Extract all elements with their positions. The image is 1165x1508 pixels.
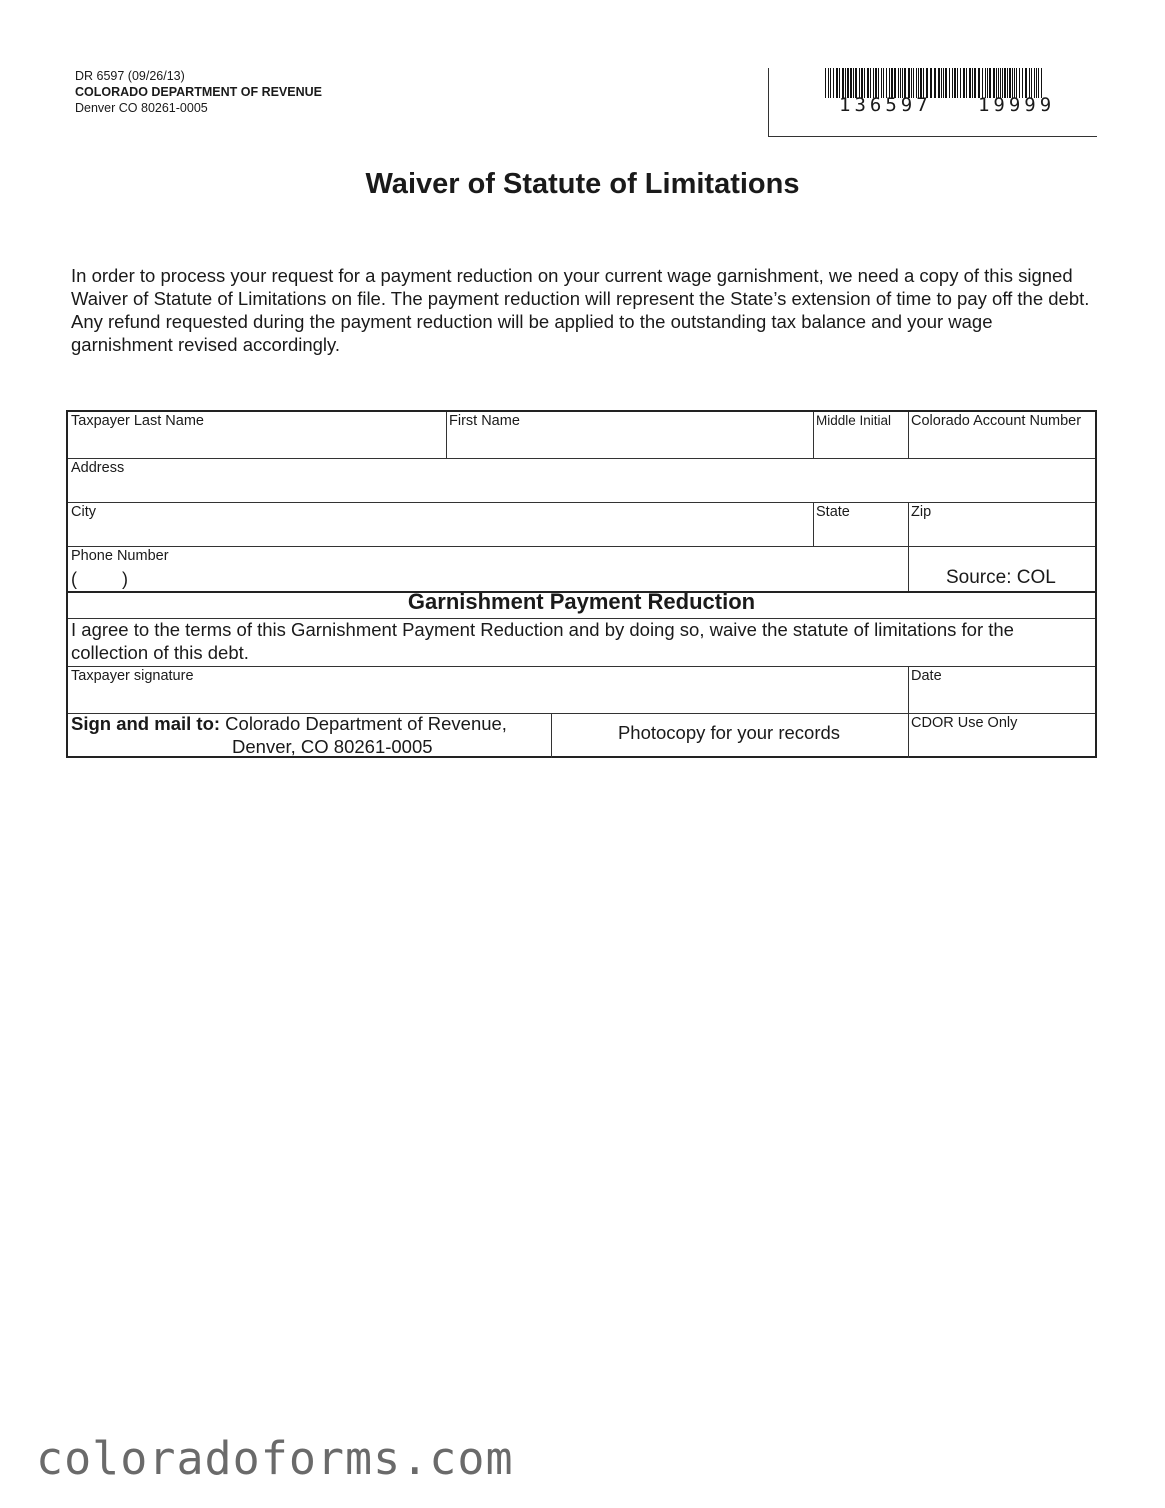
cdor-use-only-field (908, 714, 1095, 758)
taxpayer-form (66, 410, 1097, 758)
middle-initial-field[interactable] (813, 412, 908, 458)
account-number-label: Colorado Account Number (911, 413, 1082, 429)
intro-paragraph-2: Any refund requested during the payment reduction will be applied to the outstanding tax balance and your wage garnishment revised accordingly. (71, 311, 993, 355)
photocopy-note: Photocopy for your records (617, 722, 841, 743)
department-name: COLORADO DEPARTMENT OF REVENUE (75, 85, 322, 99)
page-title: Waiver of Statute of Limitations (365, 168, 800, 200)
mail-label: Sign and mail to: (71, 713, 221, 734)
source-text: Source: COL (946, 567, 1056, 588)
zip-label: Zip (911, 504, 932, 520)
watermark-text: coloradoforms.com (36, 1432, 514, 1485)
address-label: Address (71, 460, 125, 476)
last-name-label: Taxpayer Last Name (71, 413, 204, 429)
address-field[interactable] (68, 459, 1095, 502)
middle-initial-label: Middle Initial (816, 413, 892, 428)
phone-label: Phone Number (71, 548, 169, 564)
mail-address-line2: Denver, CO 80261-0005 (232, 736, 433, 757)
city-label: City (71, 504, 96, 520)
first-name-field[interactable] (446, 412, 813, 458)
department-city: Denver CO 80261-0005 (75, 101, 208, 115)
mail-address-line1: Colorado Department of Revenue, (220, 713, 507, 734)
intro-paragraph-1: In order to process your request for a payment reduction on your current wage garnishment, we need a copy of this signed Waiver of Statute of Limitations on file. The payment reduction will represent the State’s extension of time to pay off the debt. (71, 265, 1090, 309)
state-label: State (816, 504, 850, 520)
zip-field[interactable] (908, 503, 1095, 546)
agreement-text: I agree to the terms of this Garnishment Payment Reduction and by doing so, waive the statute of limitations for the collection of this debt. (71, 619, 1014, 663)
state-field[interactable] (813, 503, 908, 546)
city-field[interactable] (68, 503, 813, 546)
signature-label: Taxpayer signature (71, 668, 194, 684)
barcode-box (768, 68, 1097, 137)
date-field[interactable] (908, 667, 1095, 712)
phone-field[interactable] (68, 547, 908, 591)
form-header (75, 68, 322, 116)
last-name-field[interactable] (68, 412, 446, 458)
first-name-label: First Name (449, 413, 520, 429)
phone-area-code-parens: ( ) (71, 569, 128, 589)
section-title: Garnishment Payment Reduction (407, 589, 756, 614)
form-id: DR 6597 (09/26/13) (75, 69, 185, 83)
signature-field[interactable] (68, 667, 908, 712)
date-label: Date (911, 668, 942, 684)
intro-text (71, 264, 1091, 356)
barcode-number: 136597 19999 (839, 94, 1056, 116)
cdor-use-only-label: CDOR Use Only (911, 715, 1018, 731)
account-number-field[interactable] (908, 412, 1095, 458)
mailing-instructions (71, 712, 507, 758)
